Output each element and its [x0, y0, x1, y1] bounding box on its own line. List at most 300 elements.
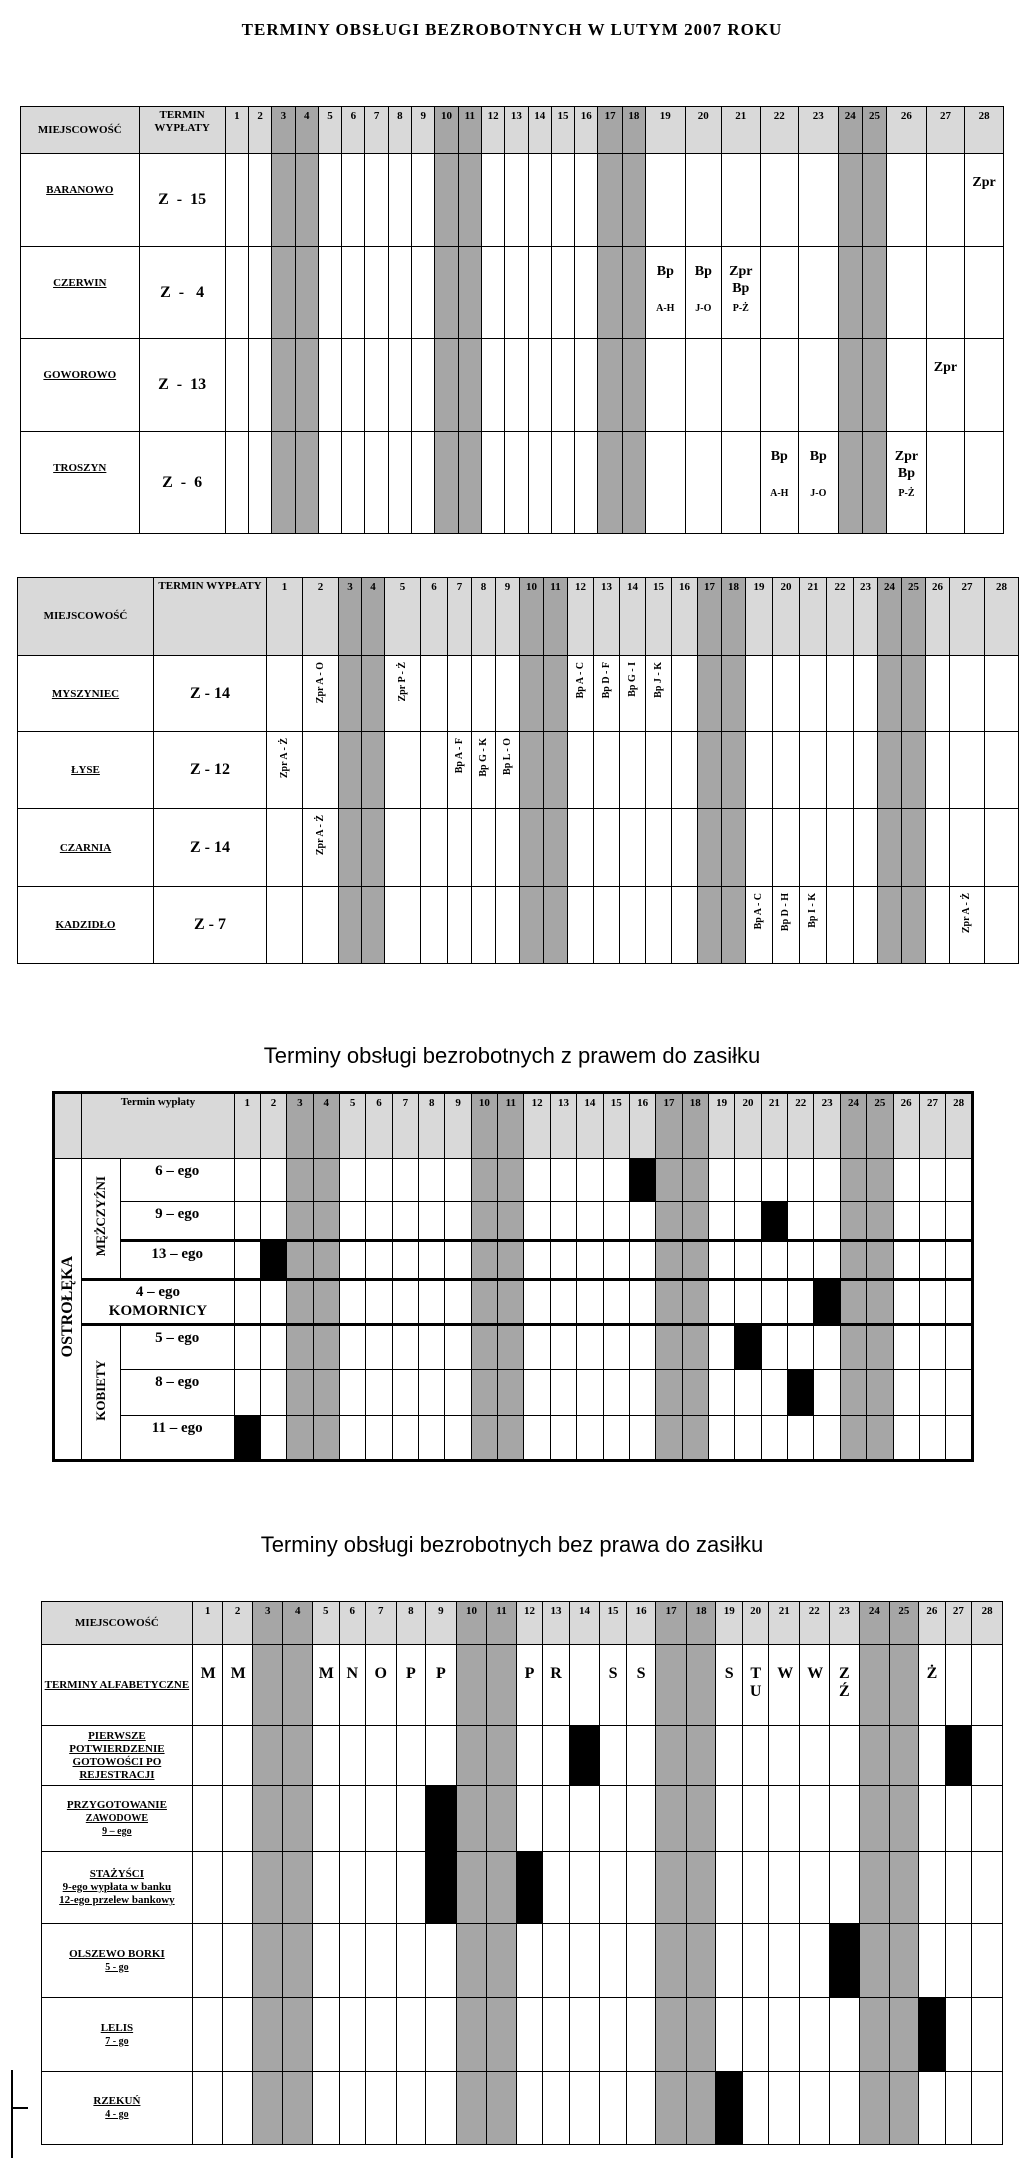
row-label[interactable]: [42, 1726, 193, 1786]
payment-term: Z - 12: [154, 732, 267, 809]
day-cell: [445, 1280, 471, 1325]
day-cell: [626, 1852, 656, 1924]
entry-code: Bp I - K: [807, 893, 818, 928]
day-cell: [862, 154, 886, 247]
section-title-without-benefit: Terminy obsługi bezrobotnych bez prawa do zasiłku: [260, 1532, 764, 1557]
day-cell: [248, 432, 271, 534]
day-cell: [682, 1325, 708, 1370]
day-cell: [622, 432, 645, 534]
day-cell: [396, 1852, 426, 1924]
day-header: 13: [594, 578, 620, 656]
day-cell: [520, 887, 544, 964]
day-header: 28: [985, 578, 1019, 656]
letter-cell: [339, 1645, 365, 1726]
day-cell: [946, 1280, 973, 1325]
marked-day-cell: [945, 1726, 971, 1786]
day-cell: [252, 1852, 283, 1924]
day-cell: [445, 1241, 471, 1280]
day-header: 14: [569, 1602, 600, 1645]
day-header: 27: [926, 107, 965, 154]
day-cell: [435, 154, 458, 247]
day-header: 15: [646, 578, 672, 656]
day-header: 16: [575, 107, 598, 154]
day-cell: [577, 1159, 603, 1202]
letter-cell: [313, 1645, 339, 1726]
day-cell: [528, 154, 551, 247]
day-cell: [445, 1202, 471, 1241]
entry-code: Bp: [656, 264, 674, 279]
city-name: OSTROŁĘKA: [59, 1255, 77, 1358]
day-cell: [577, 1370, 603, 1416]
day-cell: [419, 1241, 445, 1280]
day-cell: [550, 1416, 576, 1461]
day-header: 6: [421, 578, 448, 656]
day-cell: [505, 432, 528, 534]
place-name[interactable]: MYSZYNIEC: [18, 656, 154, 732]
day-cell: [248, 247, 271, 339]
day-cell: [252, 1786, 283, 1852]
day-cell: [760, 339, 799, 432]
day-header: 6: [339, 1602, 365, 1645]
day-cell: [788, 1241, 814, 1280]
letter-cell: [192, 1645, 223, 1726]
alpha-letter: O: [374, 1665, 387, 1682]
day-cell: [926, 154, 965, 247]
day-cell: [366, 1786, 397, 1852]
day-header: 15: [603, 1093, 629, 1159]
day-cell: [698, 656, 722, 732]
marked-day-cell: [569, 1726, 600, 1786]
day-cell: [192, 1852, 223, 1924]
day-cell: [528, 247, 551, 339]
day-header: 15: [600, 1602, 626, 1645]
day-cell: [505, 247, 528, 339]
place-name[interactable]: ŁYSE: [18, 732, 154, 809]
day-cell: [272, 154, 295, 247]
day-cell: [313, 1202, 339, 1241]
day-cell: [223, 1998, 253, 2072]
day-cell: [366, 1998, 397, 2072]
day-cell: [742, 1786, 768, 1852]
day-header: 8: [396, 1602, 426, 1645]
day-header: 11: [458, 107, 481, 154]
table-row: [21, 432, 1004, 534]
day-cell: [260, 1325, 286, 1370]
day-cell: [287, 1159, 313, 1202]
day-cell: [945, 1852, 971, 1924]
day-cell: [435, 432, 458, 534]
day-header: 9: [426, 1602, 457, 1645]
day-cell: [313, 1852, 339, 1924]
day-cell: [893, 1202, 919, 1241]
day-cell: [746, 809, 773, 887]
day-cell: [412, 432, 435, 534]
day-cell: [965, 339, 1004, 432]
day-cell: [773, 809, 800, 887]
schedule-table-without-benefit: [41, 1601, 1003, 2145]
place-name[interactable]: CZARNIA: [18, 809, 154, 887]
day-cell: [448, 732, 472, 809]
day-header: 21: [769, 1602, 800, 1645]
day-cell: [365, 154, 388, 247]
day-cell: [862, 247, 886, 339]
row-label[interactable]: [42, 1852, 193, 1924]
alpha-letter: S: [724, 1665, 734, 1682]
day-cell: [682, 1416, 708, 1461]
day-cell: [788, 1325, 814, 1370]
day-cell: [716, 1924, 742, 1998]
day-cell: [342, 154, 365, 247]
day-cell: [313, 1726, 339, 1786]
day-cell: [267, 809, 303, 887]
header-place: MIEJSCOWOŚĆ: [21, 107, 140, 154]
entry-code: Bp J - K: [652, 662, 664, 698]
day-header: 28: [946, 1093, 973, 1159]
day-cell: [366, 1325, 392, 1370]
day-cell: [366, 1416, 392, 1461]
day-cell: [342, 432, 365, 534]
day-cell: [392, 1241, 418, 1280]
day-cell: [498, 1325, 524, 1370]
day-cell: [551, 432, 574, 534]
day-cell: [392, 1370, 418, 1416]
table-row: [42, 1786, 1003, 1852]
day-cell: [603, 1280, 629, 1325]
entry-code: Zpr Bp: [894, 449, 919, 481]
day-header: 8: [419, 1093, 445, 1159]
day-cell: [456, 2072, 487, 2145]
day-header: 14: [577, 1093, 603, 1159]
row-label[interactable]: [42, 1786, 193, 1852]
day-cell: [426, 1726, 457, 1786]
day-cell: [313, 1241, 339, 1280]
day-cell: [598, 247, 622, 339]
day-cell: [827, 887, 854, 964]
day-cell: [234, 1325, 260, 1370]
day-cell: [761, 1370, 787, 1416]
day-header: 8: [472, 578, 496, 656]
marked-day-cell: [260, 1241, 286, 1280]
day-cell: [516, 1924, 542, 1998]
day-cell: [887, 432, 927, 534]
day-cell: [646, 656, 672, 732]
day-header: 17: [656, 1093, 682, 1159]
letter-cell: [716, 1645, 742, 1726]
day-header: 1: [225, 107, 248, 154]
entry-code: Zpr: [972, 175, 996, 190]
day-cell: [838, 432, 862, 534]
day-header: 23: [829, 1602, 860, 1645]
day-cell: [339, 2072, 365, 2145]
day-header: 14: [528, 107, 551, 154]
day-cell: [223, 1726, 253, 1786]
day-header: 22: [760, 107, 799, 154]
day-cell: [516, 2072, 542, 2145]
marked-day-cell: [788, 1370, 814, 1416]
day-cell: [569, 1998, 600, 2072]
header-place: MIEJSCOWOŚĆ: [42, 1602, 193, 1645]
day-header: 3: [272, 107, 295, 154]
day-header: 18: [686, 1602, 716, 1645]
day-cell: [686, 1726, 716, 1786]
day-cell: [838, 154, 862, 247]
day-cell: [396, 2072, 426, 2145]
day-cell: [577, 1280, 603, 1325]
day-cell: [945, 1924, 971, 1998]
day-cell: [838, 339, 862, 432]
day-cell: [396, 1726, 426, 1786]
day-cell: [295, 154, 318, 247]
entry-range: A-H: [656, 303, 675, 314]
day-cell: [575, 154, 598, 247]
entry-range: A-H: [770, 488, 789, 499]
day-cell: [829, 1852, 860, 1924]
letter-cell: [860, 1645, 890, 1726]
day-cell: [773, 656, 800, 732]
day-cell: [318, 432, 341, 534]
day-cell: [902, 656, 926, 732]
letter-cell: [516, 1645, 542, 1726]
day-cell: [412, 154, 435, 247]
day-cell: [773, 732, 800, 809]
day-cell: [303, 887, 339, 964]
day-header: 26: [893, 1093, 919, 1159]
day-cell: [716, 1786, 742, 1852]
day-header: 3: [252, 1602, 283, 1645]
place-name[interactable]: BARANOWO: [21, 154, 140, 247]
day-cell: [946, 1241, 973, 1280]
day-cell: [471, 1370, 497, 1416]
day-cell: [860, 1998, 890, 2072]
day-cell: [722, 432, 761, 534]
letter-cell: [456, 1645, 487, 1726]
day-header: 9: [412, 107, 435, 154]
day-cell: [603, 1325, 629, 1370]
day-cell: [362, 656, 385, 732]
letter-cell: [569, 1645, 600, 1726]
place-name[interactable]: CZERWIN: [21, 247, 140, 339]
day-header: 5: [318, 107, 341, 154]
table-row: [54, 1241, 973, 1280]
alpha-letter: N: [346, 1665, 359, 1682]
day-cell: [682, 1202, 708, 1241]
day-cell: [313, 1924, 339, 1998]
day-cell: [646, 339, 686, 432]
day-cell: [577, 1325, 603, 1370]
day-cell: [698, 809, 722, 887]
day-cell: [295, 432, 318, 534]
alpha-letter: S: [636, 1665, 646, 1682]
day-cell: [972, 1786, 1003, 1852]
day-cell: [626, 1998, 656, 2072]
day-cell: [656, 1370, 682, 1416]
day-header: 23: [814, 1093, 840, 1159]
day-cell: [435, 247, 458, 339]
row-label[interactable]: [42, 2072, 193, 2145]
day-cell: [524, 1416, 550, 1461]
day-cell: [366, 1370, 392, 1416]
day-cell: [487, 1998, 517, 2072]
day-cell: [646, 887, 672, 964]
day-cell: [392, 1416, 418, 1461]
day-cell: [799, 247, 839, 339]
day-cell: [569, 1924, 600, 1998]
day-cell: [919, 1786, 945, 1852]
day-cell: [543, 1726, 569, 1786]
day-cell: [568, 809, 594, 887]
day-cell: [223, 1786, 253, 1852]
day-header: 10: [456, 1602, 487, 1645]
marked-day-cell: [919, 1998, 945, 2072]
day-cell: [840, 1416, 866, 1461]
day-cell: [946, 1370, 973, 1416]
day-cell: [656, 1241, 682, 1280]
day-cell: [339, 1924, 365, 1998]
header-term: TERMIN WYPŁATY: [154, 578, 267, 656]
day-cell: [708, 1241, 734, 1280]
day-cell: [742, 1726, 768, 1786]
day-cell: [746, 732, 773, 809]
day-cell: [902, 809, 926, 887]
day-cell: [388, 432, 411, 534]
day-cell: [471, 1280, 497, 1325]
term-label: 6 – ego: [120, 1159, 234, 1202]
day-cell: [303, 809, 339, 887]
row-label-line: PRZYGOTOWANIE: [66, 1799, 167, 1811]
row-label-line: 9 – ego: [102, 1826, 132, 1837]
day-cell: [629, 1202, 655, 1241]
place-name[interactable]: GOWOROWO: [21, 339, 140, 432]
day-header: 26: [926, 578, 950, 656]
entry-code: Bp: [694, 264, 712, 279]
entry-range: J-O: [695, 303, 712, 314]
day-cell: [598, 154, 622, 247]
day-cell: [419, 1370, 445, 1416]
alpha-letter: P: [405, 1665, 416, 1682]
day-cell: [550, 1325, 576, 1370]
entry-code: Zpr A - Ż: [314, 815, 326, 856]
day-header: 17: [598, 107, 622, 154]
day-cell: [419, 1202, 445, 1241]
day-cell: [385, 887, 421, 964]
day-cell: [365, 247, 388, 339]
letter-cell: [366, 1645, 397, 1726]
day-cell: [685, 247, 721, 339]
day-cell: [840, 1159, 866, 1202]
day-header: 11: [487, 1602, 517, 1645]
day-cell: [313, 1998, 339, 2072]
place-name[interactable]: KADZIDŁO: [18, 887, 154, 964]
day-cell: [742, 1852, 768, 1924]
table-row: [18, 656, 1019, 732]
day-cell: [487, 1786, 517, 1852]
marked-day-cell: [426, 1852, 457, 1924]
alpha-letter: Z Ź: [838, 1665, 850, 1700]
day-cell: [620, 809, 646, 887]
table-row: [21, 247, 1004, 339]
day-cell: [260, 1202, 286, 1241]
day-cell: [550, 1241, 576, 1280]
day-cell: [496, 732, 520, 809]
day-header: 16: [626, 1602, 656, 1645]
day-cell: [814, 1159, 840, 1202]
entry-code: Zpr A - Ż: [278, 738, 290, 779]
day-cell: [761, 1416, 787, 1461]
day-cell: [722, 732, 746, 809]
day-cell: [283, 1786, 313, 1852]
header-row: [42, 1602, 1003, 1645]
day-header: 12: [481, 107, 504, 154]
day-cell: [313, 1325, 339, 1370]
alpha-letter: Ż: [926, 1665, 938, 1682]
day-cell: [283, 1726, 313, 1786]
margin-bracket-tick: [11, 2107, 28, 2109]
day-header: 10: [435, 107, 458, 154]
day-cell: [551, 154, 574, 247]
day-header: 18: [622, 107, 645, 154]
day-header: 1: [234, 1093, 260, 1159]
day-cell: [498, 1202, 524, 1241]
day-header: 23: [854, 578, 878, 656]
entry-code: Zpr P - Ż: [396, 662, 408, 702]
day-cell: [366, 2072, 397, 2145]
day-cell: [472, 656, 496, 732]
day-cell: [575, 339, 598, 432]
day-cell: [543, 2072, 569, 2145]
day-cell: [550, 1280, 576, 1325]
letter-cell: [889, 1645, 919, 1726]
day-cell: [575, 432, 598, 534]
day-cell: [926, 887, 950, 964]
day-cell: [972, 1998, 1003, 2072]
day-cell: [339, 1998, 365, 2072]
day-cell: [893, 1370, 919, 1416]
day-cell: [760, 247, 799, 339]
day-cell: [735, 1241, 761, 1280]
letter-cell: [223, 1645, 253, 1726]
day-cell: [543, 1786, 569, 1852]
day-cell: [827, 656, 854, 732]
row-label-line: RZEKUŃ: [93, 2095, 141, 2107]
schedule-table-2: [17, 577, 1019, 964]
letter-cell: [945, 1645, 971, 1726]
letter-cell: [396, 1645, 426, 1726]
day-cell: [682, 1159, 708, 1202]
day-cell: [985, 809, 1019, 887]
day-cell: [788, 1159, 814, 1202]
day-cell: [339, 1241, 365, 1280]
day-cell: [629, 1241, 655, 1280]
day-cell: [421, 887, 448, 964]
day-cell: [295, 247, 318, 339]
day-cell: [339, 1786, 365, 1852]
day-cell: [426, 1998, 457, 2072]
day-cell: [339, 1852, 365, 1924]
row-label[interactable]: [42, 1998, 193, 2072]
day-cell: [919, 1370, 945, 1416]
day-cell: [656, 1159, 682, 1202]
row-label-line: ZAWODOWE: [85, 1813, 149, 1824]
day-cell: [600, 1726, 626, 1786]
day-cell: [716, 1852, 742, 1924]
day-cell: [456, 1924, 487, 1998]
day-cell: [421, 732, 448, 809]
day-cell: [646, 732, 672, 809]
place-name[interactable]: TROSZYN: [21, 432, 140, 534]
day-cell: [520, 732, 544, 809]
row-label-line: 5 - go: [105, 1961, 129, 1973]
row-label[interactable]: [42, 1924, 193, 1998]
